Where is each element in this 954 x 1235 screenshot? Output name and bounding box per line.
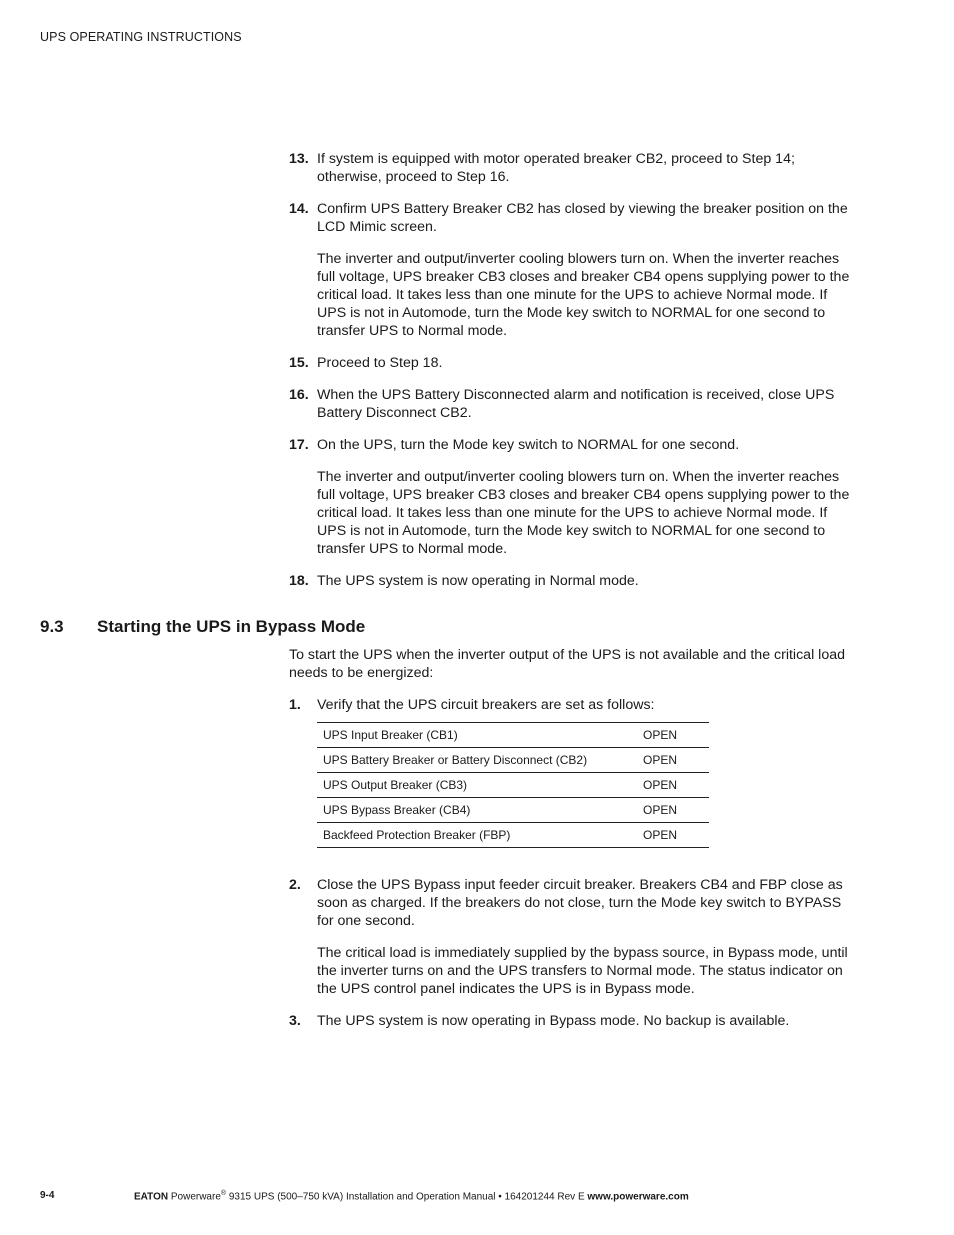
step-3 [289, 1012, 854, 1030]
step-text: When the UPS Battery Disconnected alarm and notification is received, close UPS Battery Disconnect CB2. [317, 387, 835, 421]
step-note: The critical load is immediately supplied by the bypass source, in Bypass mode, until the inverter turns on and the UPS transfers to Normal mode. The status indicator on the UPS control panel indicates the UPS is in Bypass mode. [317, 945, 848, 997]
step-text: Proceed to Step 18. [317, 355, 443, 371]
footer-manual-info: 9315 UPS (500–750 kVA) Installation and Operation Manual • 164201244 Rev E [226, 1191, 588, 1203]
breaker-name: UPS Bypass Breaker (CB4) [317, 798, 637, 823]
table-row [317, 748, 709, 773]
breaker-settings-table [317, 722, 709, 848]
step-text: Verify that the UPS circuit breakers are set as follows: [317, 697, 655, 713]
step-text: On the UPS, turn the Mode key switch to NORMAL for one second. [317, 437, 740, 453]
step-note: The inverter and output/inverter cooling blowers turn on. When the inverter reaches full voltage, UPS breaker CB3 closes and breaker CB4 opens supplying power to the critical load. It takes less than one minute for the UPS to achieve Normal mode. If UPS is not in Automode, turn the Mode key switch to NORMAL for one second to transfer UPS to Normal mode. [317, 469, 850, 557]
running-header: UPS OPERATING INSTRUCTIONS [40, 30, 242, 44]
step-number: 13. [289, 151, 309, 167]
breaker-name: Backfeed Protection Breaker (FBP) [317, 823, 637, 848]
step-text: The UPS system is now operating in Normal mode. [317, 573, 639, 589]
section-heading [40, 617, 365, 637]
table-row [317, 723, 709, 748]
page-number: 9-4 [40, 1190, 55, 1201]
section-intro: To start the UPS when the inverter output of the UPS is not available and the critical load needs to be energized: [289, 647, 845, 681]
footer-brand: EATON [134, 1191, 169, 1203]
breaker-name: UPS Output Breaker (CB3) [317, 773, 637, 798]
step-2 [289, 876, 854, 998]
step-13 [289, 150, 854, 186]
step-number: 15. [289, 355, 309, 371]
table-row [317, 823, 709, 848]
breaker-name: UPS Input Breaker (CB1) [317, 723, 637, 748]
step-text: Confirm UPS Battery Breaker CB2 has closed by viewing the breaker position on the LCD Mimic screen. [317, 201, 848, 235]
step-1 [289, 696, 854, 714]
step-number: 16. [289, 387, 309, 403]
section-number: 9.3 [40, 617, 64, 636]
step-16 [289, 386, 854, 422]
step-17 [289, 436, 854, 558]
breaker-state: OPEN [637, 798, 709, 823]
breaker-state: OPEN [637, 723, 709, 748]
step-number: 2. [289, 877, 301, 893]
footer-line [134, 1190, 689, 1202]
step-text: If system is equipped with motor operated breaker CB2, proceed to Step 14; otherwise, proceed to Step 16. [317, 151, 795, 185]
step-number: 3. [289, 1013, 301, 1029]
step-text: The UPS system is now operating in Bypass mode. No backup is available. [317, 1013, 790, 1029]
section-title: Starting the UPS in Bypass Mode [97, 617, 366, 636]
registered-mark: ® [220, 1190, 227, 1197]
step-number: 1. [289, 697, 301, 713]
bypass-procedure [289, 646, 854, 1044]
breaker-state: OPEN [637, 823, 709, 848]
breaker-state: OPEN [637, 773, 709, 798]
footer-product: Powerware [170, 1191, 221, 1203]
steps-list-continued [289, 150, 854, 604]
footer-url: www.powerware.com [587, 1191, 689, 1203]
step-14 [289, 200, 854, 340]
breaker-name: UPS Battery Breaker or Battery Disconnect (CB2) [317, 748, 637, 773]
breaker-state: OPEN [637, 748, 709, 773]
table-row [317, 798, 709, 823]
step-number: 18. [289, 573, 309, 589]
step-text: Close the UPS Bypass input feeder circuit breaker. Breakers CB4 and FBP close as soon as charged. If the breakers do not close, turn the Mode key switch to BYPASS for one second. [317, 877, 843, 929]
step-number: 14. [289, 201, 309, 217]
step-note: The inverter and output/inverter cooling blowers turn on. When the inverter reaches full voltage, UPS breaker CB3 closes and breaker CB4 opens supplying power to the critical load. It takes less than one minute for the UPS to achieve Normal mode. If UPS is not in Automode, turn the Mode key switch to NORMAL for one second to transfer UPS to Normal mode. [317, 251, 850, 339]
step-15 [289, 354, 854, 372]
table-row [317, 773, 709, 798]
step-18 [289, 572, 854, 590]
step-number: 17. [289, 437, 309, 453]
